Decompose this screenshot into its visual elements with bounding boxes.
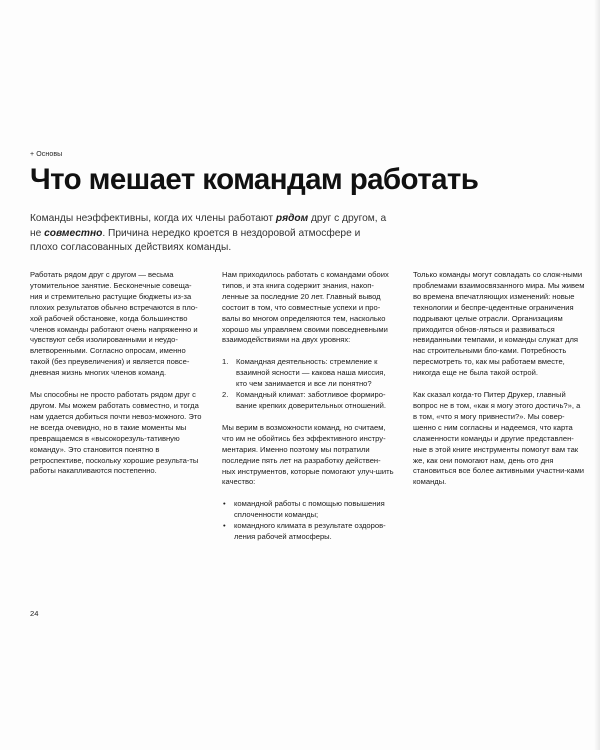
bullet-icon: • <box>223 521 226 531</box>
numbered-list <box>222 357 394 412</box>
list-item-text: командного климата в результате оздоров-ления рабочей атмосферы. <box>234 521 386 542</box>
column1-paragraph-1: Работать рядом друг с другом — весьма утомительное занятие. Бесконечные совеща-ния и стремительно растущие бюджеты из-за плохих результатов обычно встречаются в пло-хой рабочей обстановке, когда большинство членов команды работают очень напряженно и чувствуют себя изолированными и неудо-влетворенными. Согласно опросам, именно такой (без преувеличения) и является повсе-дневная жизнь многих членов команд. <box>30 270 198 378</box>
page-edge-shadow <box>594 0 600 750</box>
list-item <box>222 390 394 412</box>
lead-text-1: Команды неэффективны, когда их члены работают <box>30 213 276 224</box>
page-title: Что мешает командам работать <box>30 163 479 196</box>
list-item <box>222 357 394 390</box>
text-column-1 <box>30 270 202 488</box>
list-item <box>222 521 394 543</box>
lead-text-3: . Причина нередко кроется в нездоровой атмосфере и плохо согласованных действиях команды. <box>30 227 361 253</box>
list-number: 1. <box>222 357 229 367</box>
bullet-list <box>222 499 394 543</box>
section-label: + Основы <box>30 151 63 158</box>
column2-paragraph-2: Мы верим в возможности команд, но считаем, что им не обойтись без эффективного инстру-ментария. Именно поэтому мы потратили последние пять лет на разработку действен-ных инструментов, которые помогают улуч-шить качество: <box>222 422 394 487</box>
text-column-2 <box>222 270 394 543</box>
lead-paragraph <box>30 212 390 256</box>
list-item-text: Командный климат: заботливое формиро-вание крепких доверительных отношений. <box>236 390 386 410</box>
column3-paragraph-1: Только команды могут совладать со слож-ными проблемами взаимосвязанного мира. Мы живем во времена впечатляющих изменений: новые технологии и беспре-цедентные ограничения подрывают целые отрасли. Организациям приходится обнов-ляться и развиваться невиданными темпами, и команды служат для нас строительными бло-ками. Потребность пересмотреть то, как мы работаем вместе, никогда еще не была такой острой. <box>413 270 585 378</box>
column2-paragraph-1: Нам приходилось работать с командами обоих типов, и эта книга содержит знания, накоп-ленные за последние 20 лет. Главный вывод состоит в том, что совместные успехи и про-валы во многом определяются тем, насколько хорошо мы управляем своими повседневными взаимодействиями на двух уровнях: <box>222 270 389 345</box>
lead-text-2: друг с другом, а не <box>30 213 387 239</box>
column3-paragraph-2: Как сказал когда-то Питер Друкер, главный вопрос не в том, «как я могу этого достичь?», а в том, «что я могу привнести?». Мы совер-шенно с ним согласны и надеемся, что карта слаженности команды и другие представлен-ные в этой книге инструменты помогут вам так же, как они помогают нам, день ото дня становиться все более активными участни-ками команды. <box>413 390 585 487</box>
list-item-text: Командная деятельность: стремление к взаимной ясности — какова наша миссия, кто чем занимается и все ли понятно? <box>236 357 386 389</box>
bullet-icon: • <box>223 499 226 509</box>
lead-emphasis-1: рядом <box>275 213 309 224</box>
page-number: 24 <box>30 609 39 618</box>
list-number: 2. <box>222 390 229 400</box>
column1-paragraph-2: Мы способны не просто работать рядом друг с другом. Мы можем работать совместно, и тогда нам удается добиться почти невоз-можного. Это не всегда очевидно, но в такие моменты мы превращаемся в «высокорезуль-тативную команду». Это становится понятно в ретроспективе, поскольку хорошие результа-ты работы накапливаются постепенно. <box>30 390 202 476</box>
lead-emphasis-2: совместно <box>44 227 103 239</box>
list-item-text: командной работы с помощью повышения сплоченности команды; <box>234 499 385 520</box>
list-item <box>222 499 394 521</box>
text-column-3 <box>413 270 585 499</box>
